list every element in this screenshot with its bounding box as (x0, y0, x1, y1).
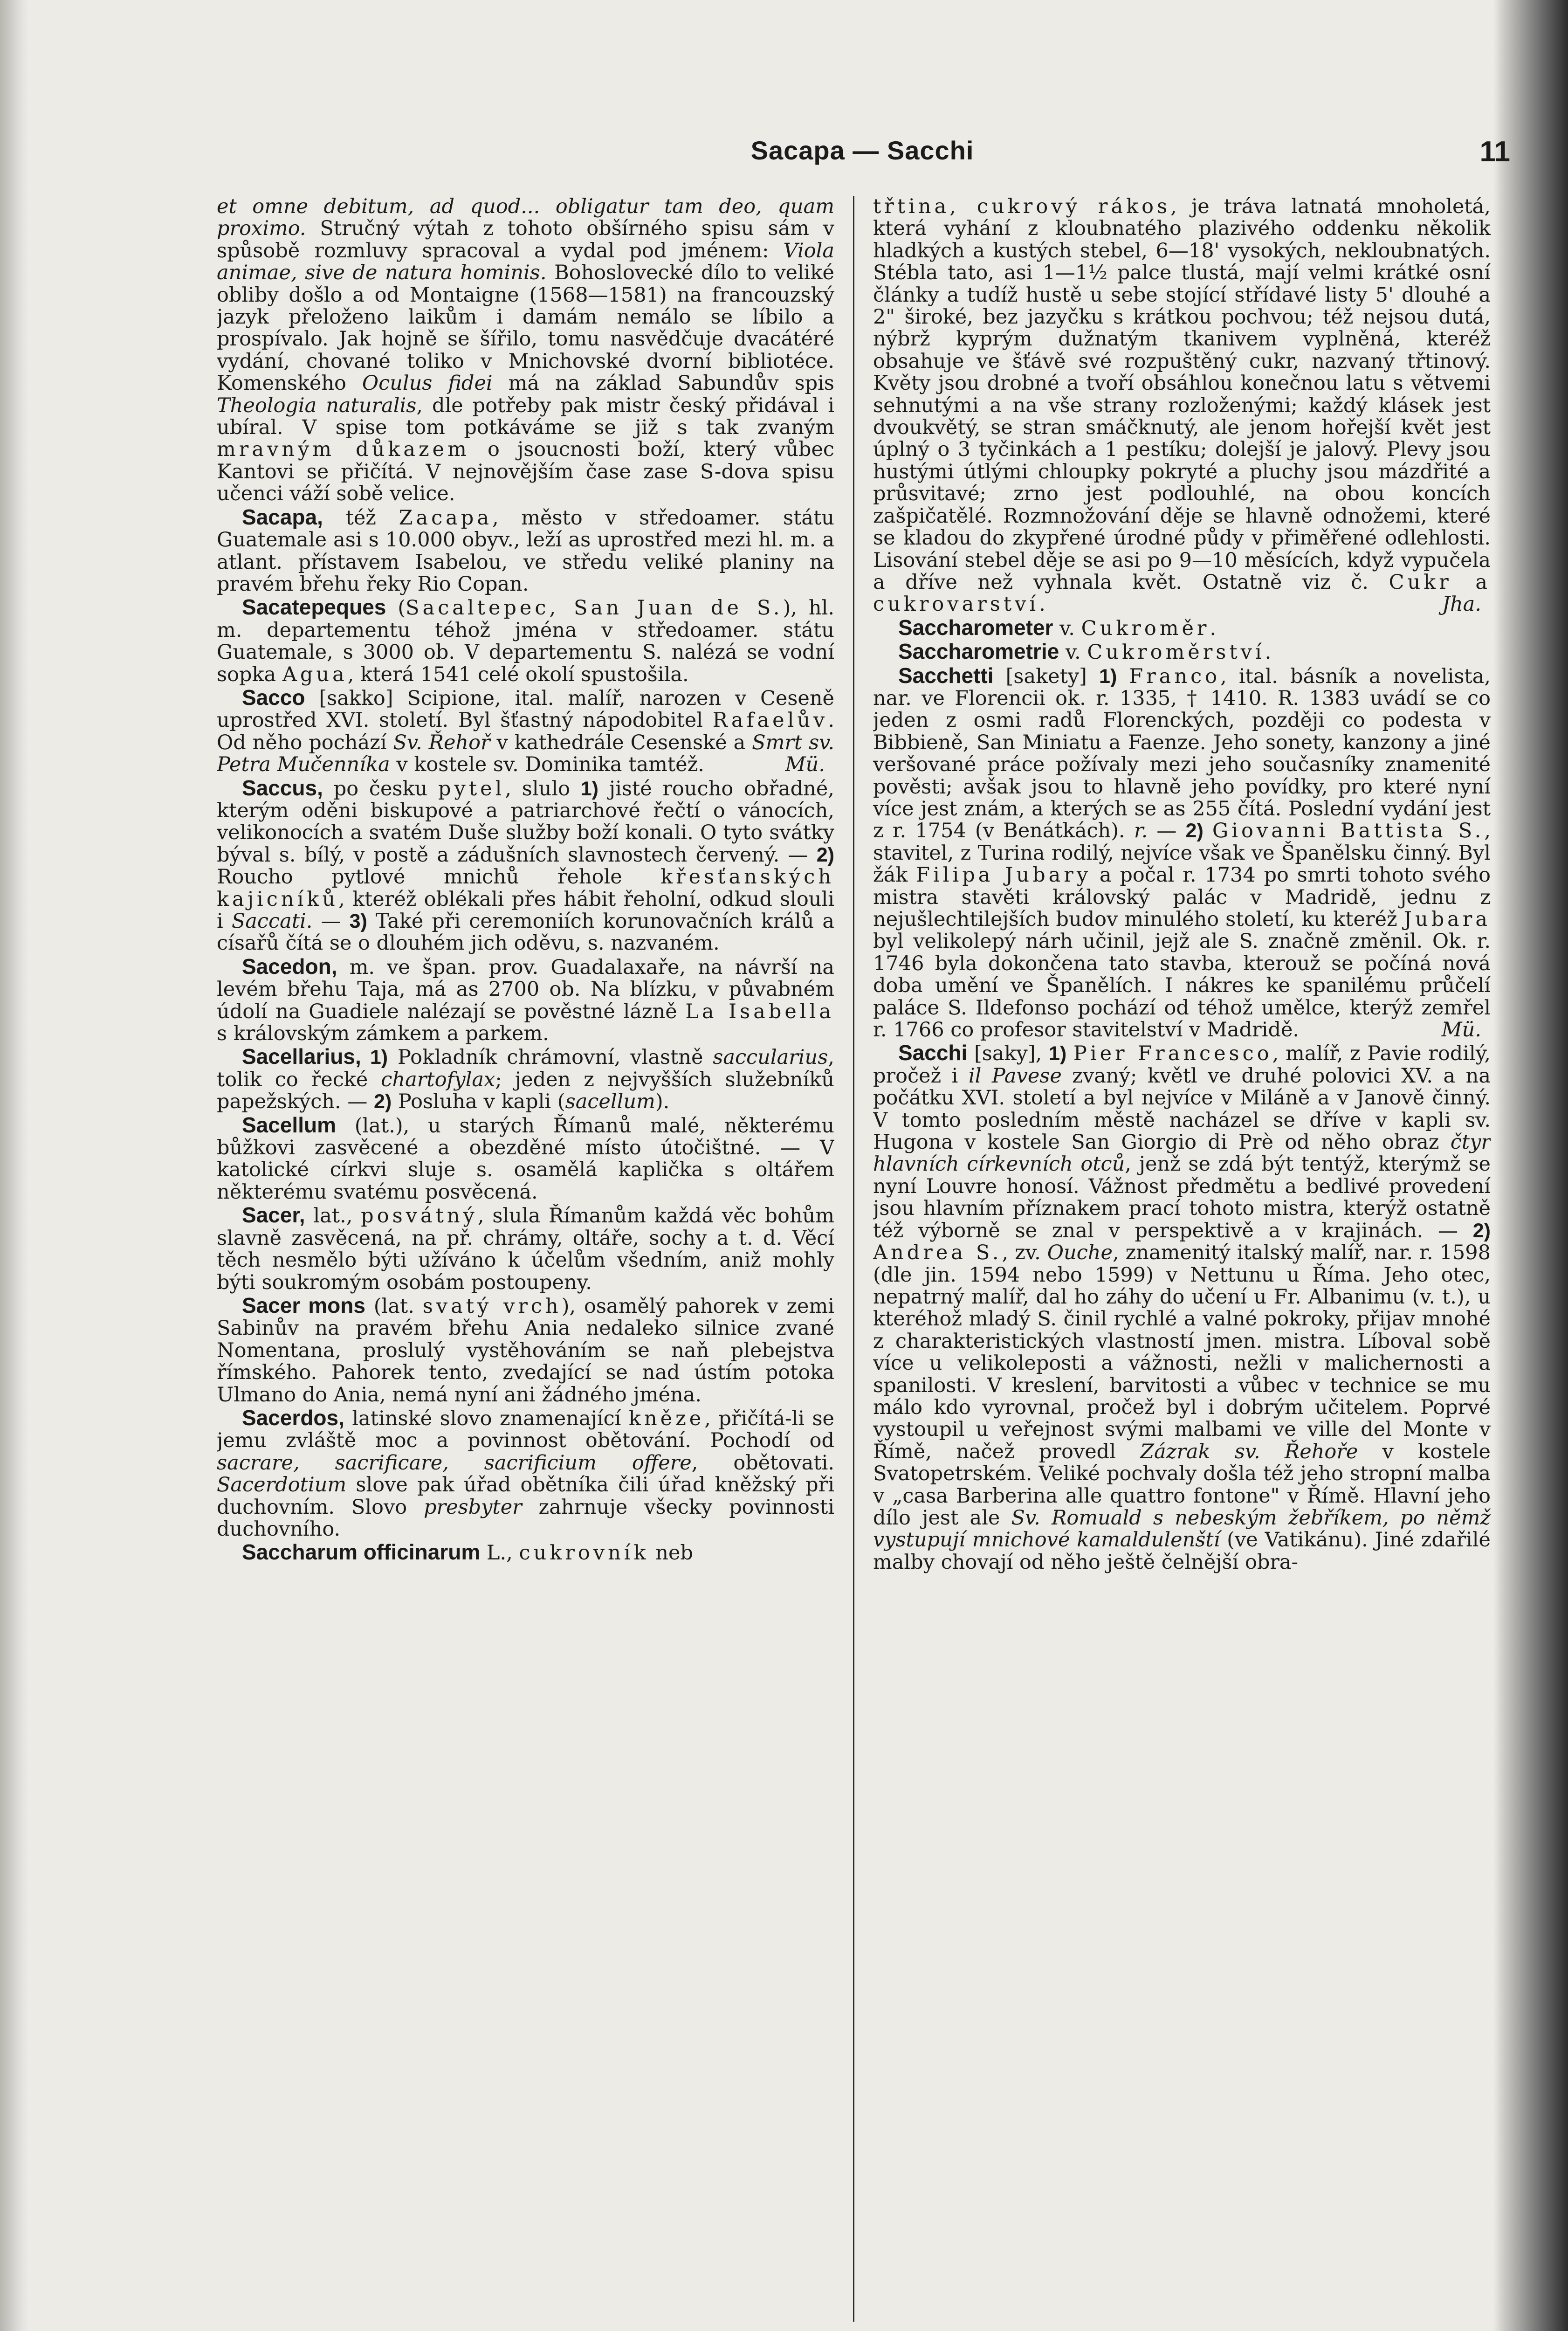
entry-text: ), osamělý pahorek v zemi Sabinův na pravém břehu Ania nedaleko silnice zvané Nomentana, proslulý vystěhováním se naň plebejstva římského. Pahorek tento, zvedající se nad ústím potoka Ulmano do Ania, nemá nyní ani žádného jména. (217, 1294, 834, 1407)
entry-headword: Sacellum (242, 1112, 336, 1137)
entry-headword: Saccharometer (898, 615, 1053, 640)
entry-text: v kostele sv. Dominika tamtéž. (390, 753, 704, 777)
spaced-text: křesťanských kajicníků (217, 865, 834, 911)
italic-text: Oculus fidei (362, 372, 493, 395)
dictionary-entry (217, 596, 834, 686)
sense-number: 1) (361, 1046, 388, 1069)
dictionary-entry (217, 687, 834, 776)
entry-text: , kteréž oblékali přes hábit řeholní, odkud slouli i (217, 887, 834, 933)
entry-text: , obětovati. (691, 1451, 834, 1475)
entry-text: byl velikolepý nárh učinil, jejž ale S. značně změnil. Ok. r. 1746 byla dokončena tato stavba, kterouž se počíná nová doba umění ve Španělích. I nákres ke spanilému průčelí paláce S. Ildefonso pochází od téhož umělce, kterýž zemřel r. 1766 co profesor stavitelství v Madridě. (873, 930, 1491, 1042)
entry-text: ; jeden z nejvyšších služebníků papežských. — (217, 1068, 834, 1114)
entry-headword: Sacco (242, 685, 305, 710)
italic-text: r. (1134, 819, 1148, 843)
entry-text: v. (1053, 616, 1081, 640)
entry-text: , přičítá-li se jemu zvláště moc a povinnost obětování. Pochodí od (217, 1407, 834, 1453)
italic-text: sacrare, sacrificare, sacrificium offere (217, 1451, 692, 1475)
entry-headword: Sacatepeques (242, 595, 386, 620)
entry-text: , je tráva latnatá mnoholetá, která vyhání z kloubnatého plazivého oddenku několik hladkých a kustých stebel, 6—18' vysokých, nekloubnatých. Stébla tato, asi 1—1½ palce tlustá, mají velmi krátké osní články a tudíž hustě u sebe stojící střídavé listy 5' dlouhé a 2" široké, bez jazyčku s krátkou pochvou; též nejsou dutá, nýbrž kyprým dužnatým tkanivem vyplněná, kteréž obsahuje ve šťávě své rozpuštěný cukr, nazvaný třtinový. Květy jsou drobné a tvoří obsáhlou konečnou latu s větvemi sehnutými a na vše strany rozloženými; každý klásek jest dvoukvětý, se stran smáčknutý, ale jenom hořejší květ jest úplný o 3 tyčinkách a 1 pestíku; dolejší je jalový. Plevy jsou hustými útlými chloupky pokryté a pluchy jsou mázdřité a průsvitavé; zrno jest podlouhlé, na obou koncích zašpičatělé. Rozmnožování děje se hlavně odnožemi, které se kladou do zkypřené úrodné půdy v přiměřené odlehlosti. Lisování stebel děje se asi po 9—10 měsících, když vypučela a dříve než vyhnala květ. Ostatně viz č. (873, 196, 1491, 594)
author-initials: Jha. (1442, 593, 1481, 616)
spaced-text: třtina, cukrový rákos (873, 196, 1171, 218)
italic-text: Sv. Romuald s nebeským žebříkem, po němž vystupují mnichové kamaldulenští (873, 1506, 1491, 1552)
entry-text: Stručný výtah z tohoto obšírného spisu sám v spůsobě rozmluvy spracoval a vydal pod jménem: (217, 217, 834, 262)
italic-text: Viola animae, sive de natura hominis. (217, 239, 834, 285)
sense-number: 1) (1099, 665, 1117, 688)
dictionary-entry (217, 1295, 834, 1406)
dictionary-entry (217, 1204, 834, 1294)
entry-headword: Sacer, (242, 1203, 305, 1228)
italic-text: Ouche (1047, 1241, 1113, 1265)
entry-text: jisté roucho obřadné, kterým oděni biskupové a patriarchové řečtí o vánocích, velikonocích a svatém Duše služby boží konali. O tyto svátky býval s. bílý, v postě a zádušních slavnostech červený. — (217, 777, 834, 867)
dictionary-entry (217, 777, 834, 955)
italic-text: il Pavese (968, 1064, 1062, 1088)
entry-text: (lat.), u starých Římanů malé, některému bůžkovi zasvěcené a obezděné místo útočištné. — V katolické církvi sluje s. osamělá kaplička s oltářem některému svatému posvěcená. (217, 1114, 834, 1204)
entry-headword: Saccus, (242, 775, 323, 800)
spaced-text: Zacapa (399, 506, 492, 530)
entry-text: , město v středoamer. státu Guatemale asi s 10.000 obyv., leží as uprostřed mezi hl. m. a atlant. přístavem Isabelou, ve středu veliké planiny na pravém břehu řeky Rio Copan. (217, 506, 834, 596)
spaced-text: Cukroměrství (1087, 641, 1265, 664)
dictionary-entry (217, 956, 834, 1045)
italic-text: čtyr hlavních církevních otců (873, 1131, 1491, 1176)
entry-headword: Sacer mons (242, 1293, 365, 1317)
italic-text: sacellum (565, 1090, 655, 1114)
continued-text (873, 196, 1491, 616)
spaced-text: Cukr a cukrovarství (873, 570, 1491, 616)
spaced-text: cukrovník (519, 1541, 649, 1565)
entry-headword: Sacchi (898, 1041, 968, 1065)
italic-text: saccularius (713, 1046, 828, 1069)
entry-headword: Sacedon, (242, 954, 337, 979)
entry-text: , slulo (505, 777, 581, 800)
entry-text: zahrnuje všecky povinnosti duchovního. (217, 1495, 834, 1541)
entry-text: L., (480, 1541, 519, 1565)
entry-text: , dle potřeby pak mistr český přidával i ubíral. V spise tom potkáváme se již s tak zvaným (217, 393, 834, 440)
page-body (217, 196, 1510, 2331)
entry-text: latinské slovo znamenající (344, 1407, 629, 1430)
dictionary-entry (873, 1042, 1491, 1573)
spaced-text: pytel (438, 777, 505, 800)
dictionary-entry (873, 641, 1491, 663)
entry-text: s královským zámkem a parkem. (217, 1022, 549, 1046)
italic-text: chartofylax (381, 1068, 495, 1091)
entry-text: [sakety] (993, 664, 1100, 688)
dictionary-entry (873, 665, 1491, 1041)
dictionary-entry (873, 617, 1491, 640)
spaced-text: mravným důkazem (217, 438, 470, 462)
entry-text: neb (649, 1541, 693, 1565)
entry-text (1204, 819, 1212, 842)
column-divider (853, 196, 854, 2322)
spaced-text: Franco (1129, 664, 1221, 688)
scan-edge-left (0, 0, 28, 2331)
page-header (214, 135, 1510, 172)
dictionary-entry (217, 1114, 834, 1204)
page-number: 11 (1479, 136, 1510, 168)
entry-text: a počal r. 1734 po smrti tohoto svého mistra stavěti královský palác v Madridě, jednu z nejušlechtilejších budov minulého století, ku kteréž (873, 863, 1491, 931)
entry-text: v kostele Svatopetrském. Veliké pochvaly došla též jeho stropní malba v „casa Barberina alle quattro fontone" v Římě. Hlavní jeho dílo jest ale (873, 1440, 1491, 1530)
entry-text: , tolik co řecké (217, 1046, 834, 1091)
entry-text: . Od něho pochází (217, 709, 834, 754)
entry-text: (lat. (365, 1294, 423, 1318)
continued-text (217, 196, 834, 505)
dictionary-entry (217, 506, 834, 596)
entry-text: [sakko] Scipione, ital. malíř, narozen v Ceseně uprostřed XVI. století. Byl šťastný nápodobitel (217, 686, 834, 732)
sense-number: 2) (374, 1090, 392, 1113)
entry-text: . — (306, 910, 350, 933)
italic-text: Saccati (231, 910, 306, 933)
spaced-text: kněze (628, 1407, 705, 1430)
entry-headword: Saccharum officinarum (242, 1540, 481, 1565)
italic-text: Smrt sv. Petra Mučenníka (217, 731, 834, 777)
entry-headword: Sacellarius, (242, 1044, 361, 1069)
dictionary-entry (217, 1541, 834, 1564)
entry-text: Bohoslovecké dílo to veliké obliby došlo a od Montaigne (1568—1581) na francouzský jazyk přeloženo laikům i damám nemálo se líbilo a prospívalo. Jak hojně se šířilo, tomu nasvědčuje dvacátéré vydání, chované toliko v Mnichovské dvorní bibliotéce. Komenského (217, 261, 834, 395)
spaced-text: Giovanni Battista S. (1212, 819, 1485, 843)
entry-text: , ital. básník a novelista, nar. ve Florencii ok. r. 1335, † 1410. R. 1383 uvádí se co jeden z osmi radů Florenckých, později co podesta v Bibbieně, San Miniatu a Faenze. Jeho sonety, kanzony a jiné veršované práce požívaly mezi jeho současníky znamenité pověsti; avšak jsou to hlavně jeho povídky, pro které nyní více jest znám, a kterých se as 255 čítá. Poslední vydání jest z r. 1754 (v Benátkách). (873, 664, 1491, 843)
sense-number: 2) (816, 843, 834, 866)
entry-text (1066, 1042, 1073, 1065)
entry-text: [saky], (967, 1042, 1049, 1066)
entry-headword: Sacapa, (242, 504, 323, 529)
entry-headword: Saccharometrie (898, 639, 1059, 664)
entry-text: má na základ Sabundův spis (492, 372, 834, 395)
spaced-text: Rafaelův (712, 709, 828, 732)
entry-text: , jenž se zdá být tentýž, kterýmž se nyní Louvre honosí. Vážnost předmětu a bedlivé provedení jsou hlavním příznakem prací tohoto mistra, kterýž ostatně též výborně se znal v perspektivě a v krajinách. — (873, 1152, 1491, 1242)
sense-number: 1) (580, 777, 598, 800)
entry-text: v. (1059, 641, 1087, 664)
spaced-text: posvátný (361, 1204, 478, 1228)
running-head: Sacapa — Sacchi (750, 136, 974, 165)
spaced-text: La Isabella (685, 1000, 834, 1023)
spaced-text: Cukroměr (1081, 616, 1210, 640)
entry-text: zvaný; květl ve druhé polovici XV. a na počátku XVI. století a byl nejvíce v Miláně a v Janově činný. V tomto posledním městě nacházel se dříve v kapli sv. Hugona v kostele San Giorgio di Prè od něho obraz (873, 1064, 1491, 1154)
entry-text: , která 1541 celé okolí spustošila. (347, 662, 689, 686)
sense-number: 3) (349, 910, 367, 932)
spaced-text: Sacaltepec, San Juan de S. (406, 596, 783, 620)
sense-number: 2) (1472, 1219, 1491, 1242)
italic-text: presbyter (424, 1495, 522, 1519)
spaced-text: Jubara (1403, 908, 1491, 931)
spaced-text: Filipa Jubary (916, 863, 1092, 887)
entry-text: Roucho pytlové mnichů řehole (217, 865, 661, 889)
italic-text: Theologia naturalis (217, 393, 417, 417)
entry-text: , slula Římanům každá věc bohům slavně zasvěcená, na př. chrámy, oltáře, sochy a t. d. Věcí těch nesmělo býti užíváno k účelům všedním, aniž mohly býti soukromým osobám postoupeny. (217, 1204, 834, 1294)
spaced-text: Andrea S. (873, 1241, 1002, 1265)
entry-text: lat., (305, 1204, 361, 1228)
entry-text (1117, 665, 1129, 688)
spaced-text: svatý vrch (422, 1294, 562, 1318)
entry-text: , zv. (1002, 1241, 1047, 1265)
dictionary-entry (217, 1407, 834, 1540)
entry-text: (ve Vatikánu). Jiné zdařilé malby chovají od něho ještě čelnější obra- (873, 1528, 1491, 1574)
entry-headword: Sacchetti (898, 663, 994, 688)
entry-text: Také při ceremoniích korunovačních králů a císařů čítá se o dlouhém jich oděvu, s. nazvaném. (217, 910, 834, 955)
entry-text: . (1039, 593, 1045, 616)
italic-text: Sacerdotium (217, 1473, 347, 1497)
left-column (217, 196, 834, 2331)
entry-text: . (1265, 641, 1272, 664)
entry-text: — (1148, 819, 1186, 843)
italic-text: Zázrak sv. Řehoře (1140, 1440, 1358, 1463)
entry-headword: Sacerdos, (242, 1405, 344, 1430)
sense-number: 2) (1185, 820, 1204, 842)
entry-text: . (1210, 616, 1217, 640)
entry-text: po česku (323, 777, 439, 800)
author-initials: Mü. (1441, 1018, 1481, 1042)
entry-text: m. ve špan. prov. Guadalaxaře, na návrší na levém břehu Taja, má as 2700 ob. Na blízku, v půvabném údolí na Guadiele nalézají se pověstné lázně (217, 955, 834, 1023)
entry-text: , malíř, z Pavie rodilý, pročež i (873, 1042, 1491, 1088)
sense-number: 1) (1048, 1042, 1067, 1065)
entry-text: ( (386, 596, 406, 620)
italic-text: et omne debitum, ad quod... obligatur tam deo, quam proximo. (217, 196, 834, 241)
entry-text: o jsoucnosti boží, který vůbec Kantovi se přičítá. V nejnovějším čase zase S-dova spisu učenci váží sobě velice. (217, 438, 834, 506)
entry-text: , stavitel, z Turina rodilý, nejvíce však ve Španělsku činný. Byl žák (873, 819, 1491, 887)
dictionary-entry (217, 1046, 834, 1113)
entry-text: , znamenitý italský malíř, nar. r. 1598 (dle jin. 1594 nebo 1599) v Nettunu u Říma. Jeho otec, nepatrný malíř, dal ho záhy do učení u Fr. Albanimu (v. t.), u kteréhož mladý S. činil rychlé a valné pokroky, přijav mnohé z charakteristických vlastností jmen. mistra. Líboval sobě více u velikoleposti a vážnosti, nežli v malichernosti a spanilosti. V kreslení, barvitosti a vůbec v technice se mu málo kdo vyrovnal, pročež byl i dobrým učitelem. Poprvé vystoupil u veřejnost svými malbami ve ville del Monte v Římě, načež provedl (873, 1241, 1491, 1463)
entry-text: v kathedrále Cesenské a (490, 731, 752, 754)
italic-text: Sv. Řehoř (393, 731, 490, 754)
entry-text: Pokladník chrámovní, vlastně (388, 1046, 713, 1069)
entry-text: ). (655, 1090, 670, 1114)
spaced-text: Agua (282, 662, 348, 686)
entry-text: slove pak úřad obětníka čili úřad kněžský při duchovním. Slovo (217, 1473, 834, 1519)
right-column (873, 196, 1491, 2331)
spaced-text: Pier Francesco (1073, 1042, 1272, 1066)
entry-text: ), hl. m. departementu téhož jména v středoamer. státu Guatemale, s 3000 ob. V departementu S. nalézá se vodní sopka (217, 596, 834, 686)
author-initials: Mü. (785, 753, 825, 777)
entry-text: též (323, 506, 399, 530)
entry-text: Posluha v kapli ( (392, 1090, 565, 1114)
